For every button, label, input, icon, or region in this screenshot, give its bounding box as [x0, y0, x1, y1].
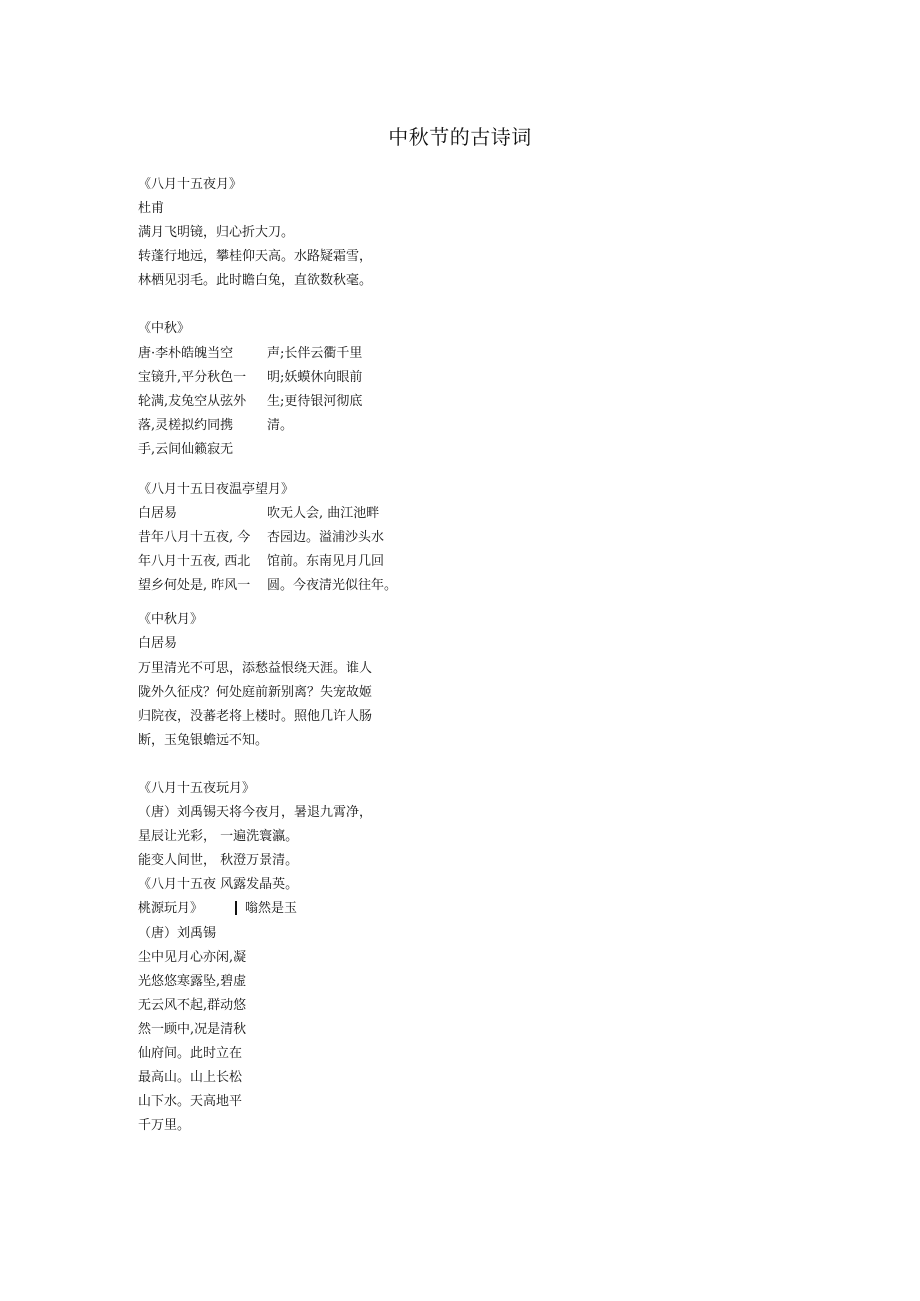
text-cursor-bar [235, 901, 237, 915]
poem5-line: 《八月十五夜 风露发晶英。 [138, 877, 299, 892]
poem6-line: 光悠悠寒露坠,碧虚 [138, 974, 247, 989]
poem4-line: 归院夜，没蕃老将上楼时。照他几许人肠 [138, 709, 373, 724]
poem6-line: 然一顾中,况是清秋 [138, 1022, 247, 1037]
poem2-right-line: 清。 [267, 418, 294, 433]
poem2-heading: 《中秋》 [138, 321, 191, 336]
poem5-line: 能变人间世， 秋澄万景清。 [138, 853, 299, 868]
poem4-author: 白居易 [138, 636, 178, 651]
poem5-split-left: 桃源玩月》 [138, 901, 204, 916]
page-title: 中秋节的古诗词 [388, 125, 532, 149]
poem3-right-line: 圆。今夜清光似往年。 [267, 578, 398, 593]
poem3-right-line: 杏园边。溢浦沙头水 [267, 530, 385, 545]
poem4-heading: 《中秋月》 [138, 612, 204, 627]
poem2-left-line: 唐·李朴皓魄当空 [138, 346, 234, 361]
poem2-left-line: 落,灵槎拟约同携 [138, 418, 234, 433]
poem3-left-line: 昔年八月十五夜, 今 [138, 530, 251, 545]
poem2-right-line: 声;长伴云衢千里 [267, 346, 363, 361]
poem4-line: 万里清光不可思，添愁益恨绕天涯。谁人 [138, 661, 373, 676]
poem5-heading: 《八月十五夜玩月》 [138, 781, 256, 796]
poem2-left-line: 手,云间仙籁寂无 [138, 442, 234, 457]
poem2-right-line: 生;更待银河彻底 [267, 394, 363, 409]
poem6-line: 尘中见月心亦闲,凝 [138, 950, 247, 965]
poem5-split-right: 嗡然是玉 [245, 901, 298, 916]
poem6-line: 山下水。天高地平 [138, 1094, 243, 1109]
poem5-line: （唐）刘禹锡天将今夜月，暑退九霄净， [138, 805, 373, 820]
poem6-line: 千万里。 [138, 1118, 191, 1133]
poem1-author: 杜甫 [138, 201, 165, 216]
poem2-right-line: 明;妖蟆休向眼前 [267, 370, 363, 385]
poem3-right-line: 馆前。东南见月几回 [267, 554, 385, 569]
poem4-line: 陇外久征戍？何处庭前新别离？失宠故姬 [138, 685, 373, 700]
poem3-left-line: 年八月十五夜, 西北 [138, 554, 251, 569]
poem3-heading: 《八月十五日夜温亭望月》 [138, 482, 295, 497]
poem1-heading: 《八月十五夜月》 [138, 177, 243, 192]
poem5-line: 星辰让光彩， 一遍洗寰瀛。 [138, 829, 299, 844]
poem6-line: 最高山。山上长松 [138, 1070, 243, 1085]
poem6-line: 仙府间。此时立在 [138, 1046, 243, 1061]
poem4-line: 断，玉兔银蟾远不知。 [138, 733, 269, 748]
poem6-line: （唐）刘禹锡 [138, 926, 217, 941]
poem3-right-line: 吹无人会, 曲江池畔 [267, 506, 380, 521]
poem3-left-line: 白居易 [138, 506, 178, 521]
poem2-left-line: 轮满,犮兔空从弦外 [138, 394, 247, 409]
poem1-line: 林栖见羽毛。此时瞻白兔，直欲数秋毫。 [138, 273, 373, 288]
poem1-line: 满月飞明镜，归心折大刀。 [138, 225, 295, 240]
poem1-line: 转蓬行地远，攀桂仰天高。水路疑霜雪， [138, 249, 373, 264]
poem6-line: 无云风不起,群动悠 [138, 998, 247, 1013]
poem3-left-line: 望乡何处是, 昨风一 [138, 578, 251, 593]
poem2-left-line: 宝镜升,平分秋色一 [138, 370, 247, 385]
